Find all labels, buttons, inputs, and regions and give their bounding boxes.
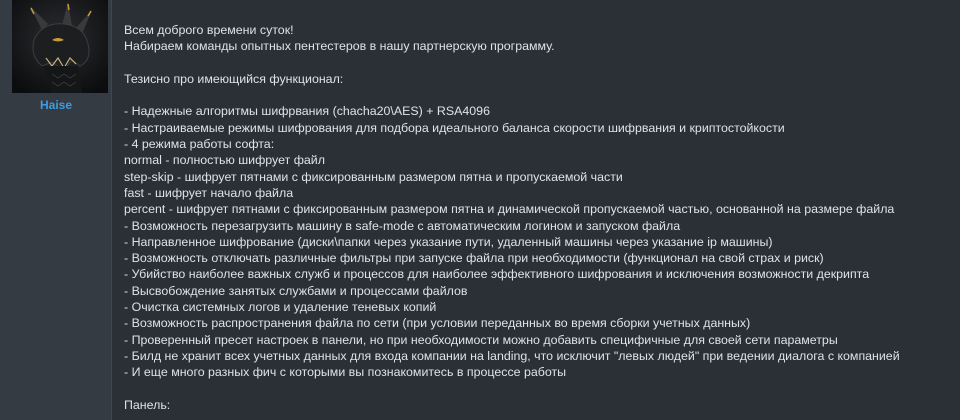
message-line: normal - полностью шифрует файл <box>124 153 325 168</box>
message-line: - Высвобождение занятых службами и процессами файлов <box>124 283 468 298</box>
message-line: fast - шифрует начало файла <box>124 185 294 200</box>
message-line: - Очистка системных логов и удаление теневых копий <box>124 300 437 315</box>
message-line: - Настраиваемые режимы шифрования для подбора идеального баланса скорости шифрвания и криптостойкости <box>124 120 785 135</box>
message-line: - Убийство наиболее важных служб и процессов для наиболее эффективного шифрования и исключения возможности декрипта <box>124 267 870 282</box>
message-line: - Надежные алгоритмы шифрвания (chacha20\AES) + RSA4096 <box>124 104 490 119</box>
message-line: - Проверенный пресет настроек в панели, но при необходимости можно добавить специфичные для своей сети параметры <box>124 332 838 347</box>
message-body <box>112 0 960 420</box>
username-link[interactable]: Haise <box>39 98 73 112</box>
message-line <box>124 55 960 71</box>
message-line: Набираем команды опытных пентестеров в нашу партнерскую программу. <box>124 39 555 54</box>
message-line: - 4 режима работы софта: <box>124 137 275 152</box>
message-line: - Возможность распространения файла по сети (при условии переданных во время сборки учетных данных) <box>124 316 751 331</box>
message-line: - Направленное шифрование (диски\папки через указание пути, удаленный машины через указание ip машины) <box>124 234 773 249</box>
message-line: - Возможность отключать различные фильтры при запуске файла при необходимости (функционал на свой страх и риск) <box>124 251 824 266</box>
message-line: - И еще много разных фич с которыми вы познакомитесь в процессе работы <box>124 365 567 380</box>
message-line <box>124 381 960 397</box>
message-line: Всем доброго времени суток! <box>124 23 294 37</box>
message-line: Панель: <box>124 397 171 412</box>
message-line: - Возможность перезагрузить машину в safe-mode с автоматическим логином и запуском файла <box>124 218 681 233</box>
message-line: Тезисно про имеющийся функционал: <box>124 71 344 86</box>
message-line: step-skip - шифрует пятнами с фиксированным размером пятна и пропускаемой части <box>124 169 623 184</box>
user-info-panel <box>0 0 112 420</box>
message-line: - Билд не хранит всех учетных данных для входа компании на landing, что исключит "левых людей" при ведении диалога с компанией <box>124 348 900 363</box>
message-line: percent - шифрует пятнами с фиксированным размером пятна и динамической пропускаемой частью, основанной на размере файла <box>124 202 895 217</box>
message-line <box>124 87 960 103</box>
dragon-avatar-icon[interactable] <box>12 0 108 93</box>
